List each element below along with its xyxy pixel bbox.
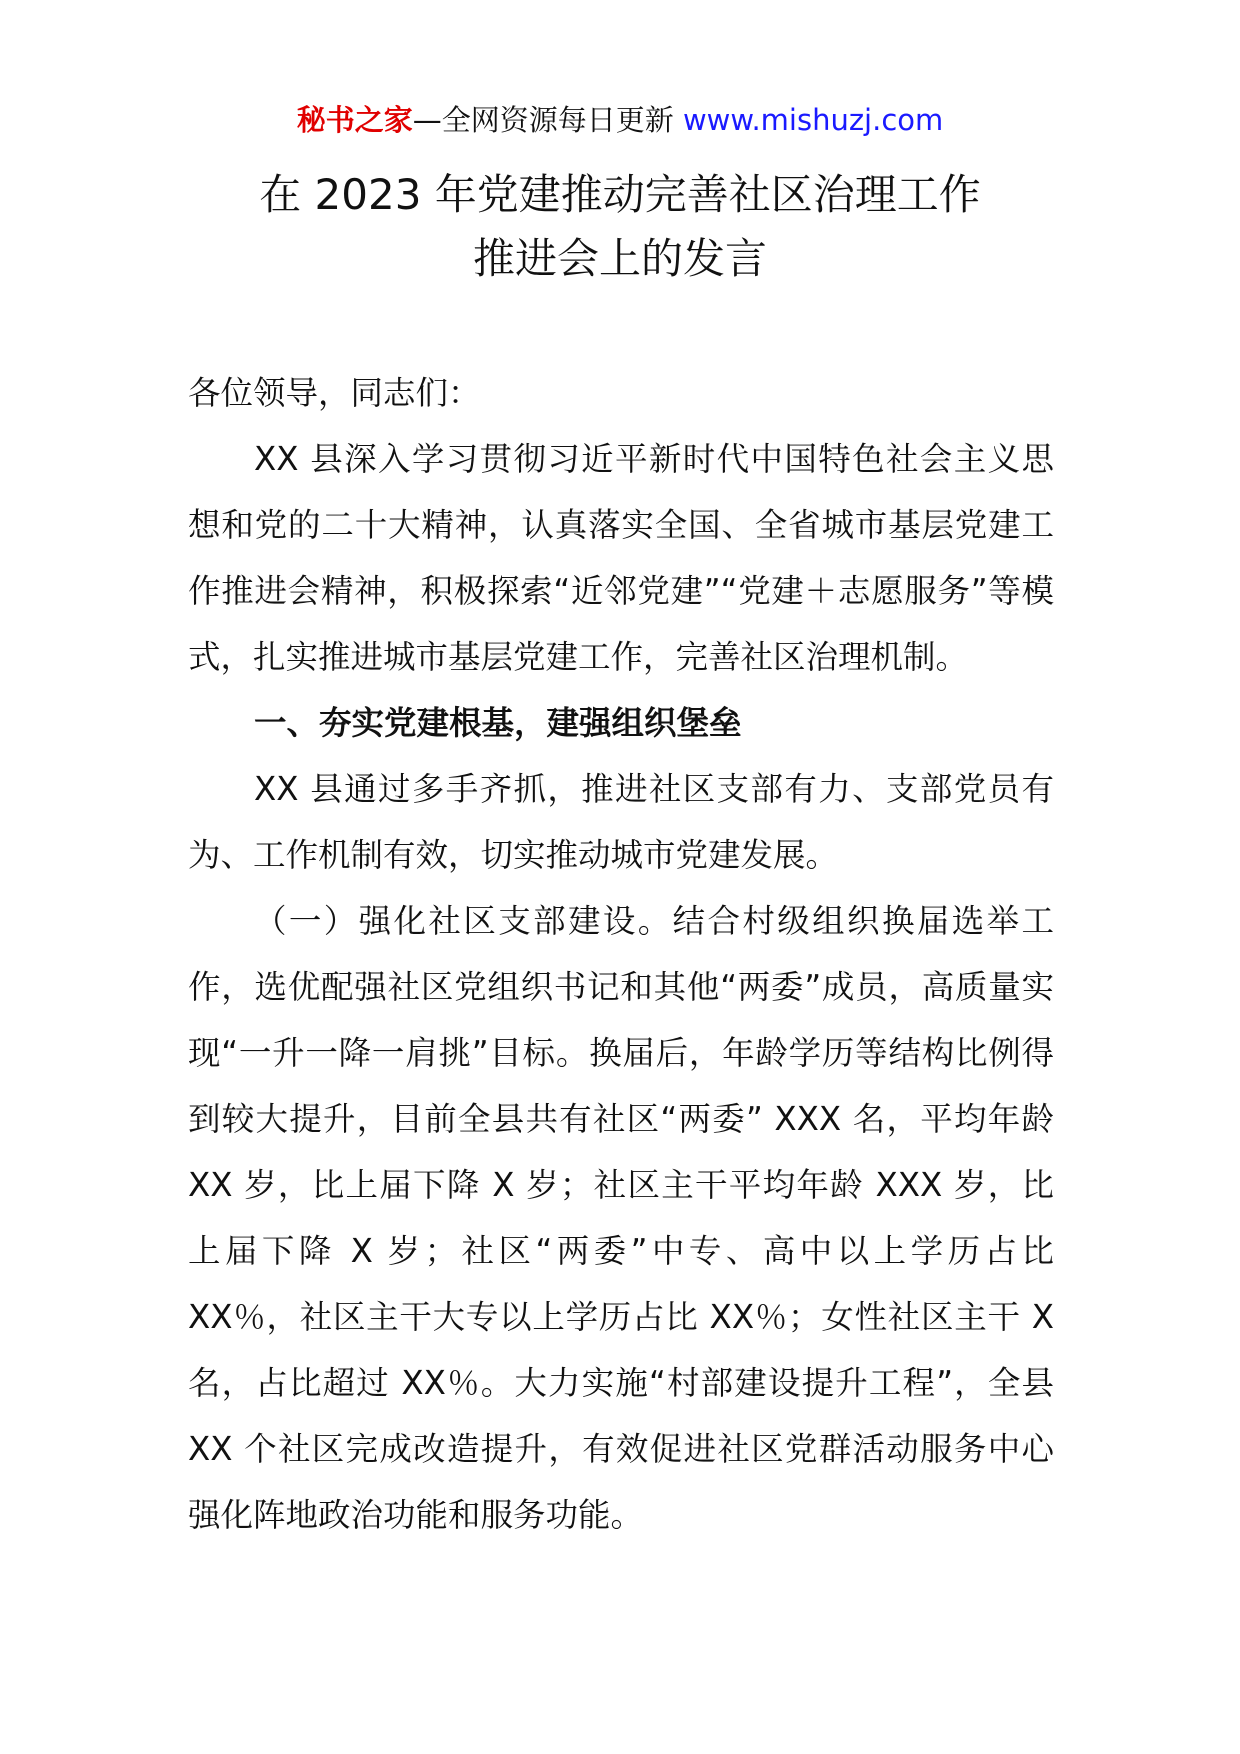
document-title-line-1: 在 2023 年党建推动完善社区治理工作 (259, 170, 981, 219)
section-1-intro-paragraph: XX 县通过多手齐抓，推进社区支部有力、支部党员有为、工作机制有效，切实推动城市党建发展。 (188, 770, 1054, 874)
header-tagline: —全网资源每日更新 (412, 103, 674, 137)
document-body (188, 360, 1054, 1548)
brand-name: 秘书之家 (296, 103, 413, 137)
intro-paragraph: XX 县深入学习贯彻习近平新时代中国特色社会主义思想和党的二十大精神，认真落实全国、全省城市基层党建工作推进会精神，积极探索“近邻党建”“党建＋志愿服务”等模式，扎实推进城市基层党建工作，完善社区治理机制。 (188, 440, 1054, 676)
salutation: 各位领导，同志们： (188, 374, 481, 412)
section-heading-1: 一、夯实党建根基，建强组织堡垒 (254, 704, 742, 742)
site-url-link[interactable]: www.mishuzj.com (682, 103, 944, 137)
site-header (0, 100, 1240, 140)
subsection-1-paragraph: （一）强化社区支部建设。结合村级组织换届选举工作，选优配强社区党组织书记和其他“两委”成员，高质量实现“一升一降一肩挑”目标。换届后，年龄学历等结构比例得到较大提升，目前全县共有社区“两委” XXX 名，平均年龄 XX 岁，比上届下降 X 岁；社区主干平均年龄 XXX 岁，比上届下降 X 岁；社区“两委”中专、高中以上学历占比 XX％，社区主干大专以上学历占比 XX％；女性社区主干 X 名，占比超过 XX％。大力实施“村部建设提升工程”，全县 XX 个社区完成改造提升，有效促进社区党群活动服务中心强化阵地政治功能和服务功能。 (188, 902, 1054, 1534)
document-title-line-2: 推进会上的发言 (472, 234, 767, 283)
